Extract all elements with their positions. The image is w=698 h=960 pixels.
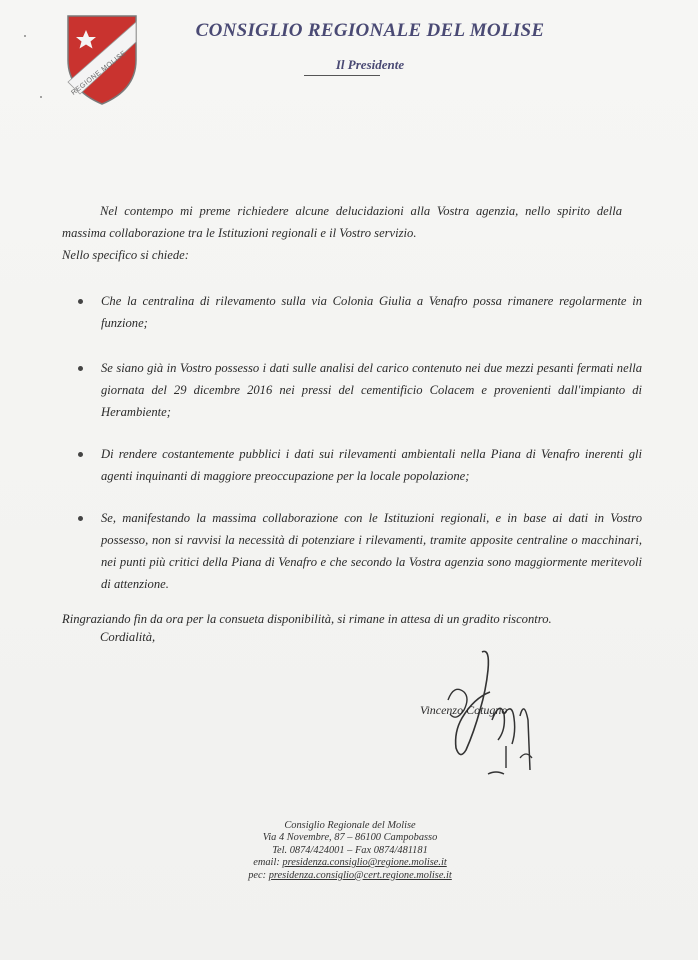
letterhead-subtitle: Il Presidente <box>335 57 405 72</box>
list-item-text: Se siano già in Vostro possesso i dati sulle analisi del carico contenuto nei due mezzi pesanti fermati nella giornata del 29 dicembre 2016 nei pressi del cementificio Colacem e provenienti dall'impianto di Herambiente; <box>101 361 642 419</box>
letterhead-rule <box>304 75 380 76</box>
crest-label: REGIONE MOLISE <box>70 49 128 97</box>
footer-pec-link[interactable]: presidenza.consiglio@cert.regione.molise.it <box>268 869 452 881</box>
letterhead-title: CONSIGLIO REGIONALE DEL MOLISE <box>195 20 545 41</box>
intro-lead: Nello specifico si chiede: <box>62 248 189 262</box>
list-item <box>62 507 642 595</box>
footer-pec-line <box>200 870 500 882</box>
letter-footer <box>200 820 500 882</box>
footer-pec-label: pec: <box>248 869 267 881</box>
scan-speck <box>24 35 26 37</box>
footer-email-label: email: <box>253 857 280 869</box>
signer-name: Vincenzo Cotugno <box>420 703 508 717</box>
scan-speck <box>40 96 42 98</box>
closing-paragraph: Ringraziando fin da ora per la consueta disponibilità, si rimane in attesa di un gradito riscontro. <box>62 612 552 626</box>
footer-email-link[interactable]: presidenza.consiglio@regione.molise.it <box>282 857 447 869</box>
list-item-text: Di rendere costantemente pubblici i dati sui rilevamenti ambientali nella Piana di Venafro inerenti gli agenti inquinanti di maggiore preoccupazione per la locale popolazione; <box>101 447 642 483</box>
bullet-dot-icon <box>78 366 83 371</box>
footer-address: Via 4 Novembre, 87 – 86100 Campobasso <box>262 832 438 844</box>
bullet-dot-icon <box>78 299 83 304</box>
list-item <box>62 357 642 423</box>
list-item <box>62 443 642 487</box>
list-item-text: Se, manifestando la massima collaborazione con le Istituzioni regionali, e in base ai dati in Vostro possesso, non si ravvisi la necessità di potenziare i rilevamenti, tramite apposite centraline o macchinari, nei punti più critici della Piana di Venafro e che secondo la Vostra agenzia sono maggiormente meritevoli di attenzione. <box>101 511 642 591</box>
bullet-dot-icon <box>78 516 83 521</box>
list-item <box>62 290 642 334</box>
footer-email-line <box>200 857 500 869</box>
footer-org: Consiglio Regionale del Molise <box>284 820 416 831</box>
intro-paragraph: Nel contempo mi preme richiedere alcune delucidazioni alla Vostra agenzia, nello spirito della massima collaborazione tra le Istituzioni regionali e il Vostro servizio. <box>62 204 622 240</box>
list-item-text: Che la centralina di rilevamento sulla via Colonia Giulia a Venafro possa rimanere regolarmente in funzione; <box>101 294 642 330</box>
cordiality: Cordialità, <box>100 630 156 644</box>
footer-phone: Tel. 0874/424001 – Fax 0874/481181 <box>272 844 428 856</box>
bullet-dot-icon <box>78 452 83 457</box>
